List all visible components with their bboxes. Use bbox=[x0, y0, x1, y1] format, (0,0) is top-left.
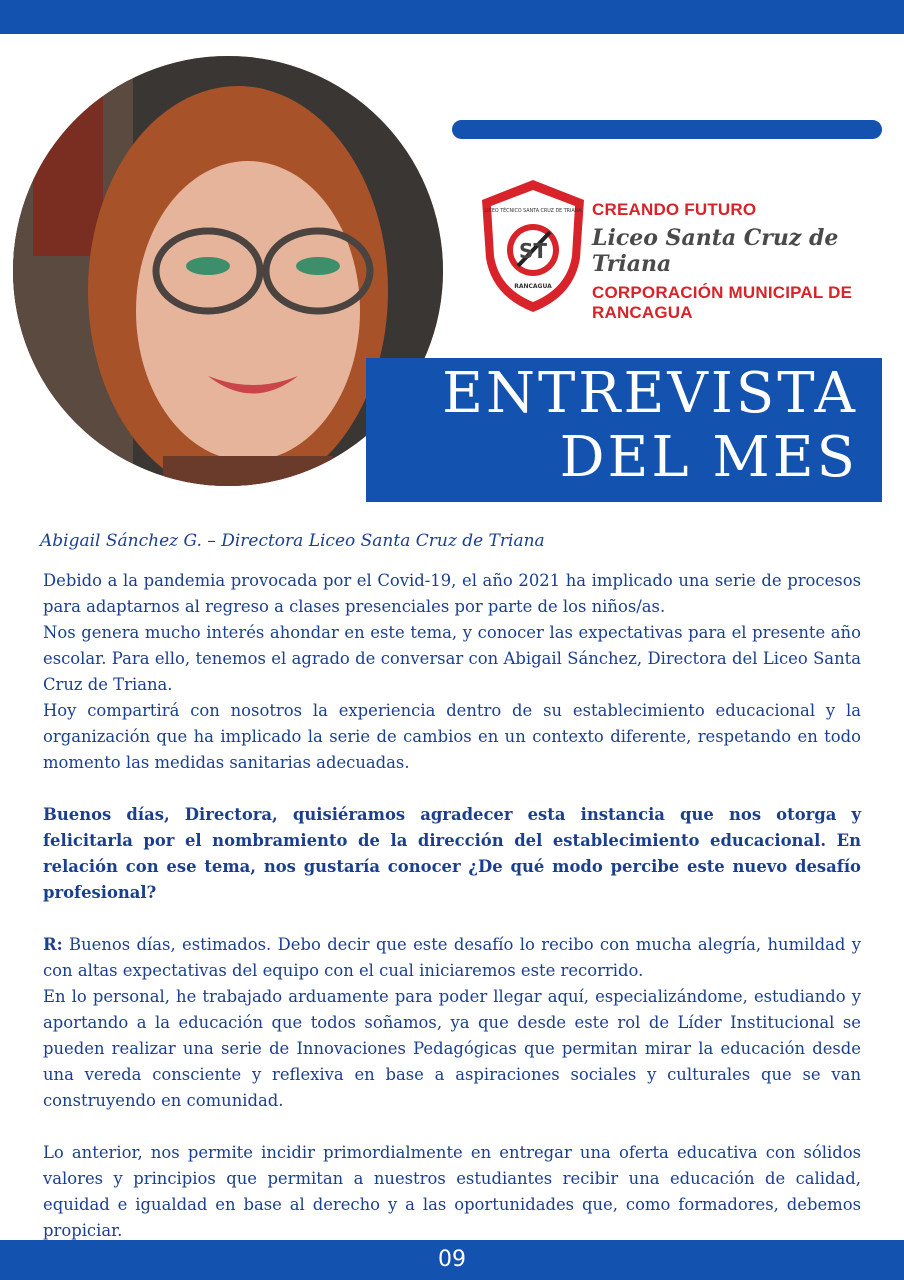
intro-paragraph-1: Debido a la pandemia provocada por el Covid-19, el año 2021 ha implicado una serie de procesos para adaptarnos al regreso a clases presenciales por parte de los niños/as. bbox=[43, 571, 861, 616]
accent-bar bbox=[452, 120, 882, 139]
intro-paragraph-3: Hoy compartirá con nosotros la experiencia dentro de su establecimiento educacional y la organización que ha implicado la serie de cambios en un contexto diferente, respetando en todo momento las medidas sanitarias adecuadas. bbox=[43, 701, 861, 772]
answer-paragraph-1 bbox=[43, 932, 861, 984]
answer-paragraph-2: En lo personal, he trabajado arduamente para poder llegar aquí, especializándome, estudiando y aportando a la educación que todos soñamos, ya que desde este rol de Líder Institucional se pueden realizar una serie de Innovaciones Pedagógicas que permitan mirar la educación desde una vereda consciente y reflexiva en base a aspiraciones sociales y culturales que se van construyendo en comunidad. bbox=[43, 987, 861, 1110]
school-shield-icon bbox=[478, 178, 588, 314]
title-line-1: ENTREVISTA bbox=[442, 361, 858, 426]
logo-corporation: CORPORACIÓN MUNICIPAL DE RANCAGUA bbox=[592, 283, 853, 322]
shield-bottom-text: RANCAGUA bbox=[514, 283, 552, 290]
logo-text bbox=[592, 200, 882, 323]
answer-text-1: Buenos días, estimados. Debo decir que este desafío lo recibo con mucha alegría, humildad y con altas expectativas del equipo con el cual iniciaremos este recorrido. bbox=[43, 935, 861, 980]
shield-initials: ST bbox=[518, 239, 548, 263]
page-number: 09 bbox=[438, 1247, 466, 1272]
answer-label: R: bbox=[43, 935, 63, 954]
shield-top-text: LICEO TÉCNICO SANTA CRUZ DE TRIANA bbox=[484, 209, 582, 214]
top-banner-bar bbox=[0, 0, 904, 34]
page-title bbox=[366, 358, 882, 502]
logo-tagline: CREANDO FUTURO bbox=[592, 200, 757, 219]
article-body bbox=[43, 568, 861, 1244]
answer-paragraph-3: Lo anterior, nos permite incidir primordialmente en entregar una oferta educativa con sólidos valores y principios que permitan a nuestros estudiantes recibir una educación de calidad, equidad e igualdad en base al derecho y a las oportunidades que, como formadores, debemos propiciar. bbox=[43, 1143, 861, 1240]
intro-paragraph-2: Nos genera mucho interés ahondar en este tema, y conocer las expectativas para el presente año escolar. Para ello, tenemos el agrado de conversar con Abigail Sánchez, Directora del Liceo Santa Cruz de Triana. bbox=[43, 623, 861, 694]
interviewee-byline: Abigail Sánchez G. – Directora Liceo Santa Cruz de Triana bbox=[40, 531, 545, 551]
title-line-2: DEL MES bbox=[559, 425, 858, 490]
interview-question: Buenos días, Directora, quisiéramos agradecer esta instancia que nos otorga y felicitarla por el nombramiento de la dirección del establecimiento educacional. En relación con ese tema, nos gustaría conocer ¿De qué modo percibe este nuevo desafío profesional? bbox=[43, 805, 861, 902]
logo-school-name: Liceo Santa Cruz de Triana bbox=[592, 225, 839, 277]
school-logo-block bbox=[478, 178, 878, 322]
